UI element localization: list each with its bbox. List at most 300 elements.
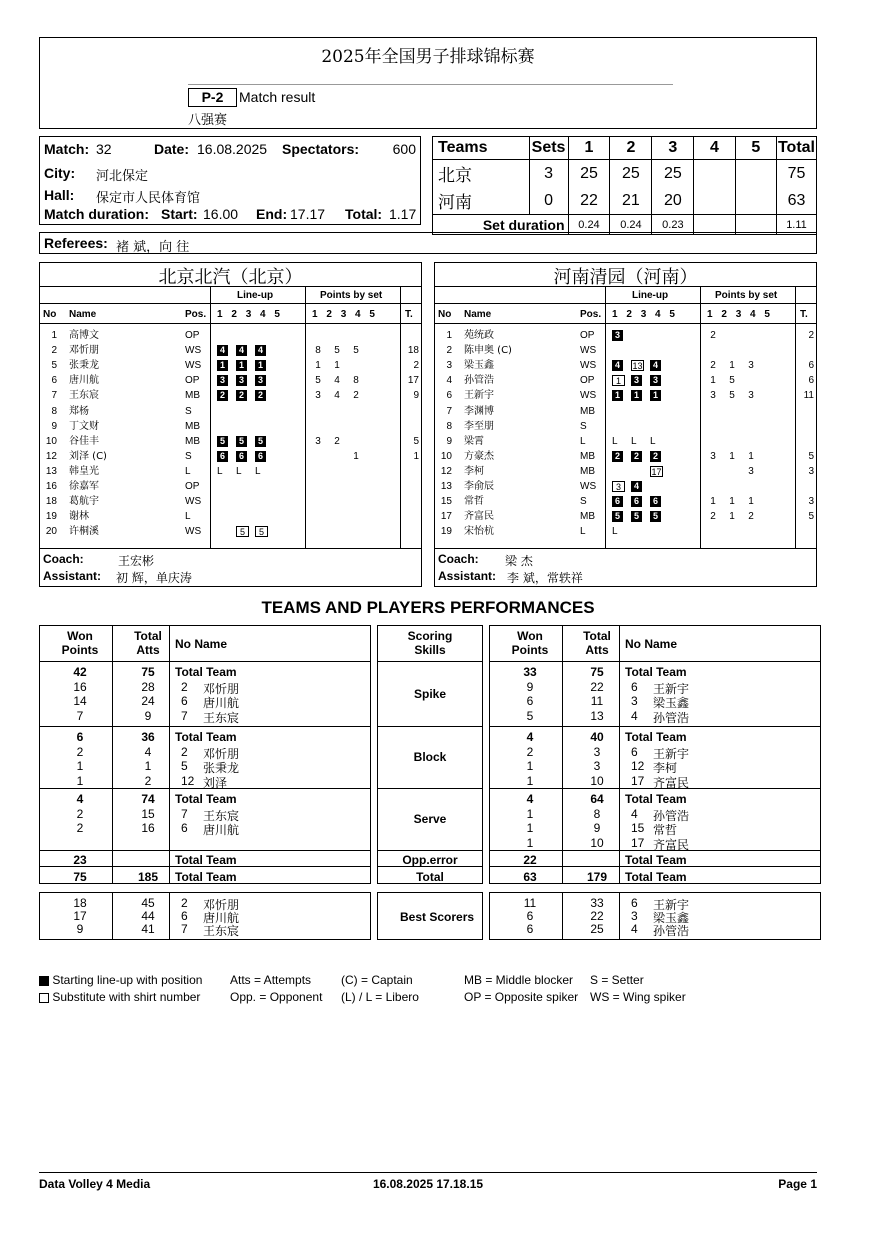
col-total: T. [800,309,808,320]
player-position: WS [580,345,597,357]
player-name: 王东宸 [203,710,240,725]
player-name: 邓忻朋 [203,681,240,696]
best-center-table [377,892,483,940]
skill-label: Spike [413,686,446,701]
lineup-sub-square: 17 [651,466,662,477]
score-col-set4: 4 [694,137,735,160]
won-points-value: 1 [526,821,534,835]
total-atts-value: 75 [590,665,604,679]
player-number: 2 [446,345,452,357]
points-set-1: 5 [315,375,321,387]
total-team-label: Total Team [625,730,687,744]
total-team-label: Total Team [625,665,687,679]
legend-col-4 [464,972,578,1006]
legend-col-1 [39,972,202,1006]
legend-col-3 [341,972,419,1006]
player-number: 10 [45,435,57,447]
player-name: 唐川航 [69,375,99,387]
points-set-3: 3 [748,465,754,477]
total-atts-value: 8 [593,806,601,821]
score-col-sets: Sets [529,137,568,160]
lineup-start-square: 5 [255,436,266,447]
col-set-5: 5 [274,309,280,320]
score-team-name: 北京 [433,160,530,188]
points-set-3: 1 [748,450,754,462]
player-name: 郑杨 [69,405,89,417]
points-total: 17 [407,375,419,387]
score-sets: 0 [529,187,568,215]
section-divider [489,850,821,851]
player-name: 王新宇 [653,681,690,696]
points-total: 6 [808,375,814,387]
total-atts-value: 40 [590,730,604,744]
player-number: 16 [45,481,57,492]
points-set-2: 2 [334,435,340,447]
skill-label: Total [416,870,444,884]
points-total: 3 [808,496,814,508]
total-atts-value: 9 [593,821,601,835]
player-number: 6 [181,694,188,708]
total-atts-value: 179 [586,870,608,884]
points-total: 11 [803,390,814,402]
points-total: 3 [808,465,814,477]
player-name: 李柯 [464,465,484,477]
lineup-start-square: 3 [255,375,266,386]
player-name: 邓忻朋 [203,898,240,912]
player-number: 19 [440,526,452,538]
won-points-value: 2 [526,744,534,759]
player-name: 王东宸 [203,924,240,938]
won-points-value: 1 [526,759,534,773]
points-set-3: 1 [353,450,359,462]
player-position: L [580,435,586,447]
player-name: 唐川航 [203,911,240,925]
total-atts-value: 33 [590,896,604,910]
set-duration-3: 0.23 [652,215,694,235]
won-points-value: 14 [73,694,87,708]
player-number: 6 [631,896,638,910]
lineup-start-square: 4 [650,360,661,371]
player-number: 15 [631,821,645,835]
won-points-value: 6 [526,922,534,936]
won-points-value: 9 [526,679,534,694]
player-name: 宋怡杭 [464,526,494,538]
footer-right: Page 1 [778,1177,817,1191]
lineup-start-square: 3 [236,375,247,386]
doc-code: P-2 [188,88,237,107]
lineup-start-square: 2 [631,451,642,462]
won-points-value: 4 [526,792,534,806]
total-team-label: Total Team [175,792,237,806]
section-divider [39,788,371,789]
player-number: 15 [440,496,452,508]
points-header: Points by set [715,290,778,301]
points-set-1: 2 [710,330,716,341]
assistant-label: Assistant: [438,569,497,583]
points-total: 5 [808,511,814,523]
total-atts-value: 36 [141,730,155,744]
lineup-sub-square: 3 [612,481,625,492]
lineup-start-square: 3 [650,375,661,386]
legend-text: MB = Middle blocker [464,973,574,987]
player-number: 4 [631,922,638,936]
legend-text: WS = Wing spiker [590,990,686,1004]
score-set1: 25 [568,160,610,188]
player-position: MB [580,405,595,417]
col-set-2: 2 [231,309,237,320]
col-set-3: 3 [735,309,742,320]
city-value: 河北保定 [96,169,149,184]
total-team-label: Total Team [625,792,687,806]
player-name: 梁玉鑫 [653,696,690,710]
col-set-4: 4 [655,309,661,320]
col-set-2: 2 [326,309,332,320]
player-number: 18 [45,496,57,508]
points-set-2: 1 [729,360,735,372]
set-duration-total: 1.11 [776,215,816,235]
col-set-5: 5 [369,309,375,320]
col-pos: Pos. [185,309,207,320]
player-number: 12 [45,450,57,462]
player-position: MB [185,420,200,432]
player-name: 唐川航 [203,696,240,710]
col-divider [562,625,563,884]
player-number: 4 [446,375,452,387]
total-value: 1.17 [389,206,417,222]
lineup-start-square: 6 [236,451,247,462]
total-atts-value: 41 [141,922,155,936]
lineup-start-square: 5 [236,436,247,447]
assistant-label: Assistant: [43,569,102,583]
won-points-value: 1 [526,806,534,821]
player-position: WS [185,360,202,372]
col-set-5: 5 [764,309,770,320]
best-right-table [489,892,821,940]
total-team-label: Total Team [625,870,687,884]
score-set2: 21 [610,187,652,215]
skill-label: Opp.error [402,853,458,867]
player-number: 6 [181,821,188,835]
total-atts-header: Total Atts [583,629,611,657]
section-divider [377,788,483,789]
start-label: Start: [161,206,198,222]
won-points-value: 6 [526,694,534,708]
col-set-1: 1 [312,309,318,320]
player-name: 孙管浩 [653,808,690,823]
legend-text: Substitute with shirt number [52,990,201,1004]
referees-names: 褚 斌，向 往 [116,240,190,255]
player-number: 6 [181,909,188,923]
won-points-value: 2 [76,744,84,759]
player-number: 12 [181,773,195,788]
lineup-start-square: 6 [255,451,266,462]
player-position: L [185,511,191,523]
player-name: 齐富民 [653,775,690,790]
total-atts-value: 9 [144,708,152,723]
total-atts-value: 22 [590,679,604,694]
points-set-2: 1 [729,496,735,508]
player-position: WS [580,360,597,372]
col-set-3: 3 [640,309,647,320]
lineup-header: Line-up [632,290,669,301]
player-name: 孙管浩 [653,924,690,938]
total-atts-value: 28 [141,679,155,694]
points-total: 5 [808,450,814,462]
footer-rule [39,1172,817,1173]
player-number: 7 [181,806,188,821]
date-label: Date: [154,141,190,157]
player-position: S [580,496,587,508]
set-duration-1: 0.24 [568,215,610,235]
player-number: 13 [45,465,57,477]
won-points-value: 6 [526,909,534,923]
score-col-set1: 1 [568,137,610,160]
skill-label: Block [413,750,447,764]
total-atts-value: 13 [590,708,604,723]
lineup-sub-square: 1 [612,375,625,386]
player-number: 1 [446,330,452,341]
score-total: 75 [776,160,816,188]
score-set3: 25 [652,160,694,188]
player-name: 高博文 [69,330,99,341]
points-header: Points by set [320,290,383,301]
section-divider [489,726,821,727]
player-number: 4 [631,708,638,723]
player-name: 王新宇 [653,898,690,912]
total-atts-value: 44 [141,909,155,923]
lineup-start-square: 5 [217,436,228,447]
player-name: 张秉龙 [69,360,99,372]
points-set-1: 8 [315,345,321,357]
player-number: 7 [51,390,57,402]
assistant-names: 初 辉，单庆涛 [116,571,192,585]
performance-title: TEAMS AND PLAYERS PERFORMANCES [261,598,595,617]
player-position: MB [580,465,595,477]
total-atts-value: 16 [141,821,155,835]
col-pos: Pos. [580,309,602,320]
points-set-3: 5 [353,345,359,357]
won-points-value: 4 [526,730,534,744]
points-total: 1 [413,450,419,462]
legend-text: (C) = Captain [341,973,413,987]
player-name: 李渊博 [464,405,494,417]
lineup-libero: L [612,526,618,538]
points-set-1: 2 [710,360,716,372]
section-divider [377,850,483,851]
player-number: 5 [51,360,57,372]
legend-text: (L) / L = Libero [341,990,419,1004]
points-set-2: 4 [334,375,340,387]
lineup-start-square: 6 [650,496,661,507]
spectators-value: 600 [392,141,416,157]
lineup-libero: L [631,435,637,447]
points-set-2: 1 [729,450,735,462]
referees-label: Referees: [44,235,108,251]
player-name: 方豪杰 [464,450,494,462]
player-number: 13 [440,481,452,492]
score-col-set5: 5 [735,137,776,160]
end-value: 17.17 [290,206,326,222]
player-name: 齐富民 [653,837,690,852]
total-team-label: Total Team [175,665,237,679]
player-number: 8 [446,420,452,432]
won-points-value: 63 [523,870,537,884]
score-total: 63 [776,187,816,215]
total-team-label: Total Team [175,730,237,744]
player-number: 12 [631,759,645,773]
legend-text: Atts = Attempts [230,973,312,987]
section-divider [489,866,821,867]
section-divider [377,866,483,867]
points-set-1: 1 [710,375,716,387]
player-name: 常哲 [464,496,484,508]
player-name: 谢林 [69,511,89,523]
points-set-3: 1 [748,496,754,508]
lineup-sub-square: 5 [236,526,249,537]
coach-label: Coach: [43,552,84,566]
total-team-label: Total Team [175,870,237,884]
section-divider [39,726,371,727]
no-name-header: No Name [625,637,678,651]
col-set-2: 2 [626,309,632,320]
col-set-3: 3 [340,309,347,320]
won-points-value: 16 [73,679,87,694]
player-position: S [185,450,192,462]
city-label: City: [44,165,76,181]
col-set-4: 4 [750,309,756,320]
total-atts-value: 10 [590,835,604,850]
lineup-libero: L [236,465,242,477]
lineup-start-square: 1 [631,390,642,401]
points-set-2: 1 [334,360,340,372]
player-name: 王东宸 [69,390,99,402]
player-name: 葛航宇 [69,496,99,508]
section-divider [39,866,371,867]
won-points-value: 23 [73,853,87,867]
player-name: 许桐溪 [69,526,99,538]
total-atts-value: 25 [590,922,604,936]
player-name: 张秉龙 [203,761,240,775]
player-name: 王东宸 [203,808,240,823]
lineup-start-square: 4 [236,345,247,356]
lineup-libero: L [612,435,618,447]
lineup-start-square: 6 [612,496,623,507]
player-name: 齐富民 [464,511,494,523]
player-number: 17 [631,773,645,788]
hall-label: Hall: [44,187,75,203]
player-number: 20 [45,526,57,538]
won-points-value: 6 [76,730,84,744]
won-points-value: 5 [526,708,534,723]
lineup-start-square: 1 [255,360,266,371]
player-position: S [185,405,192,417]
player-name: 梁霄 [464,435,484,447]
total-atts-value: 10 [590,773,604,788]
col-no: No [43,309,57,320]
player-name: 苑统政 [464,330,494,341]
lineup-start-square: 4 [631,481,642,492]
team-a-title: 北京北汽（北京） [158,267,303,288]
lineup-start-square: 2 [236,390,247,401]
lineup-start-square: 1 [612,390,623,401]
duration-label: Match duration: [44,206,149,222]
lineup-start-square: 2 [255,390,266,401]
lineup-start-square: 1 [650,390,661,401]
page-title: 2025年全国男子排球锦标赛 [321,47,535,67]
total-atts-value: 24 [141,694,155,708]
legend-text: Opp. = Opponent [230,990,323,1004]
legend-item [39,972,202,989]
scoring-skills-header: Scoring Skills [407,629,453,657]
player-number: 2 [181,896,188,910]
lineup-start-square: 6 [631,496,642,507]
match-label: Match: [44,141,90,157]
section-divider [39,850,371,851]
player-number: 19 [45,511,57,523]
legend-col-2 [230,972,322,1006]
player-position: OP [580,330,595,341]
total-atts-value: 11 [590,694,604,708]
player-name: 李俞辰 [464,481,494,492]
player-position: OP [185,481,200,492]
no-name-header: No Name [175,637,228,651]
won-points-value: 7 [76,708,84,723]
player-name: 孙管浩 [464,375,494,387]
assistant-names: 李 斌，常轶祥 [507,571,583,585]
won-points-value: 1 [526,835,534,850]
set-duration-label: Set duration [433,215,569,235]
player-name: 唐川航 [203,823,240,837]
coach-label: Coach: [438,552,479,566]
total-atts-value: 64 [590,792,604,806]
points-set-3: 3 [748,360,754,372]
points-total: 6 [808,360,814,372]
total-team-label: Total Team [625,853,687,867]
player-name: 刘泽 (C) [69,450,107,462]
points-set-1: 1 [710,496,716,508]
player-number: 6 [51,375,57,387]
end-label: End: [256,206,288,222]
lineup-start-square: 4 [612,360,623,371]
score-col-total: Total [776,137,816,160]
player-number: 6 [631,744,638,759]
match-date: 16.08.2025 [197,141,268,157]
points-set-1: 1 [315,360,321,372]
total-atts-value: 45 [141,896,155,910]
points-total: 18 [407,345,419,357]
player-number: 1 [51,330,57,341]
footer-left: Data Volley 4 Media [39,1177,151,1191]
best-left-table [39,892,371,940]
total-atts-value: 75 [141,665,155,679]
total-atts-value: 4 [144,744,152,759]
player-name: 陈申奥 (C) [464,345,512,357]
player-position: OP [185,330,200,341]
header-divider [489,661,821,662]
player-number: 17 [631,835,645,850]
player-number: 3 [631,694,638,708]
player-position: L [580,526,586,538]
won-points-value: 11 [523,896,537,910]
legend-item [39,989,202,1006]
legend-text: S = Setter [590,973,644,987]
hall-value: 保定市人民体育馆 [96,191,201,206]
section-divider [377,726,483,727]
lineup-start-square: 3 [217,375,228,386]
player-number: 17 [440,511,452,523]
player-number: 3 [446,360,452,372]
lineup-start-square: 6 [217,451,228,462]
